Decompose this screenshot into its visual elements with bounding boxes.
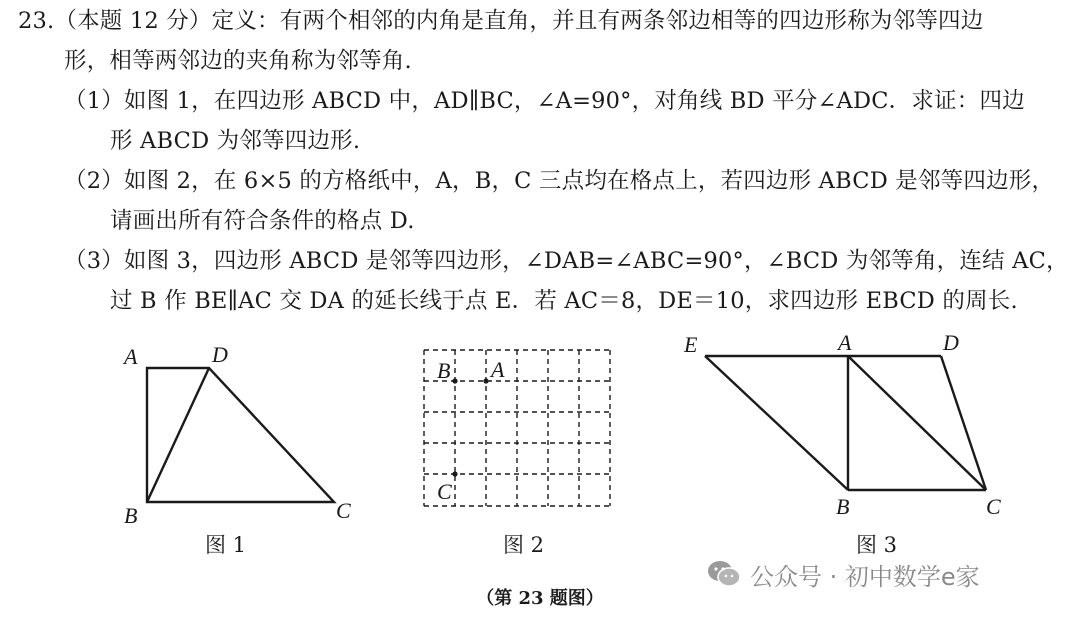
fig1-caption: 图 1 [205, 533, 247, 557]
fig3-label-b: B [836, 494, 850, 519]
fig2-point-a [483, 378, 488, 383]
fig2-label-b: B [437, 358, 451, 383]
figure-group-caption: （第 23 题图） [476, 588, 604, 609]
fig3-caption: 图 3 [856, 533, 898, 557]
figure-1 [147, 368, 334, 502]
fig2-label-c: C [437, 479, 452, 504]
watermark-text: 公众号 · 初中数学e家 [750, 562, 980, 591]
fig2-caption: 图 2 [503, 533, 545, 557]
fig1-label-b: B [124, 503, 138, 528]
problem-line-4: 形 ABCD 为邻等四边形. [110, 128, 361, 154]
fig1-label-d: D [212, 342, 228, 367]
problem-line-1: 23.（本题 12 分）定义：有两个相邻的内角是直角，并且有两条邻边相等的四边形称为邻等四边 [18, 8, 984, 34]
fig3-label-a: A [838, 330, 852, 355]
fig2-point-c [452, 471, 457, 476]
problem-line-7: （3）如图 3，四边形 ABCD 是邻等四边形，∠DAB=∠ABC=90°，∠BCD 为邻等角，连结 AC， [64, 248, 1069, 274]
problem-line-3: （1）如图 1，在四边形 ABCD 中，AD∥BC，∠A=90°，对角线 BD 平分∠ADC．求证：四边 [64, 88, 1025, 114]
problem-line-8: 过 B 作 BE∥AC 交 DA 的延长线于点 E．若 AC＝8，DE＝10，求四边形 EBCD 的周长. [110, 288, 1018, 314]
fig2-label-a: A [491, 357, 505, 382]
fig1-label-a: A [124, 344, 138, 369]
fig3-segment-ac [848, 356, 986, 490]
figure-3 [705, 356, 986, 490]
problem-line-2: 形，相等两邻边的夹角称为邻等角. [64, 48, 412, 74]
problem-line-6: 请画出所有符合条件的格点 D. [110, 208, 415, 234]
fig3-segment-eb [705, 356, 848, 490]
wechat-icon [706, 559, 742, 589]
figure-2-grid [424, 350, 610, 506]
watermark [706, 556, 980, 592]
fig1-diagonal-bd [147, 368, 209, 502]
fig3-label-c: C [986, 494, 1001, 519]
fig2-point-b [452, 378, 457, 383]
fig1-quadrilateral [147, 368, 334, 502]
fig3-label-d: D [943, 330, 959, 355]
fig3-label-e: E [684, 332, 698, 357]
fig1-label-c: C [336, 498, 351, 523]
fig3-segment-dc [941, 356, 986, 490]
problem-line-5: （2）如图 2，在 6×5 的方格纸中，A，B，C 三点均在格点上，若四边形 ABCD 是邻等四边形， [64, 168, 1055, 194]
